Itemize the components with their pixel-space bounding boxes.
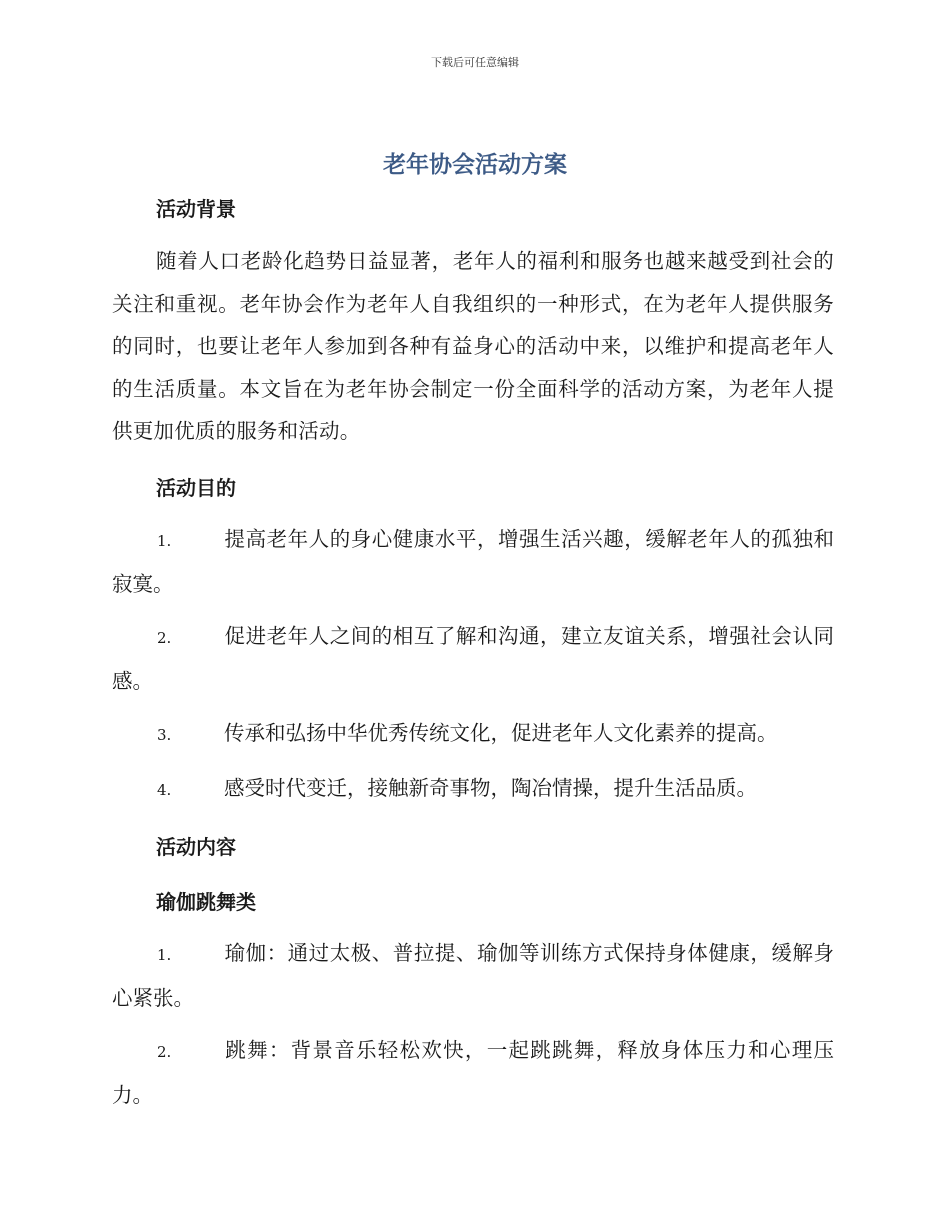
list-item-text: 提高老年人的身心健康水平，增强生活兴趣，缓解老年人的孤独和寂寞。 — [112, 527, 834, 596]
list-number: 1. — [157, 946, 172, 964]
list-number: 1. — [157, 532, 172, 550]
document-title: 老年协会活动方案 — [383, 152, 567, 178]
section-heading-purpose: 活动目的 — [156, 476, 236, 500]
header-note: 下载后可任意编辑 — [431, 56, 519, 69]
list-item-text: 瑜伽：通过太极、普拉提、瑜伽等训练方式保持身体健康，缓解身心紧张。 — [112, 941, 834, 1010]
list-item-text: 跳舞：背景音乐轻松欢快，一起跳跳舞，释放身体压力和心理压力。 — [112, 1038, 834, 1107]
list-item-text: 传承和弘扬中华优秀传统文化，促进老年人文化素养的提高。 — [224, 721, 778, 745]
list-item-text: 促进老年人之间的相互了解和沟通，建立友谊关系，增强社会认同感。 — [112, 624, 834, 693]
purpose-item — [112, 767, 834, 812]
section-heading-background: 活动背景 — [156, 197, 236, 221]
background-paragraph: 随着人口老龄化趋势日益显著，老年人的福利和服务也越来越受到社会的关注和重视。老年协会作为老年人自我组织的一种形式，在为老年人提供服务的同时，也要让老年人参加到各种有益身心的活动中来，以维护和提高老年人的生活质量。本文旨在为老年协会制定一份全面科学的活动方案，为老年人提供更加优质的服务和活动。 — [112, 249, 834, 443]
purpose-item — [112, 518, 834, 605]
section-heading-content: 活动内容 — [156, 835, 236, 859]
list-number: 2. — [157, 629, 172, 647]
list-number: 4. — [157, 781, 172, 799]
purpose-item — [112, 712, 834, 757]
subsection-heading-yoga-dance: 瑜伽跳舞类 — [156, 890, 256, 914]
content-item — [112, 1029, 834, 1116]
list-number: 3. — [157, 726, 172, 744]
content-item — [112, 932, 834, 1019]
list-item-text: 感受时代变迁，接触新奇事物，陶冶情操，提升生活品质。 — [224, 776, 757, 800]
list-number: 2. — [157, 1043, 172, 1061]
purpose-item — [112, 615, 834, 702]
